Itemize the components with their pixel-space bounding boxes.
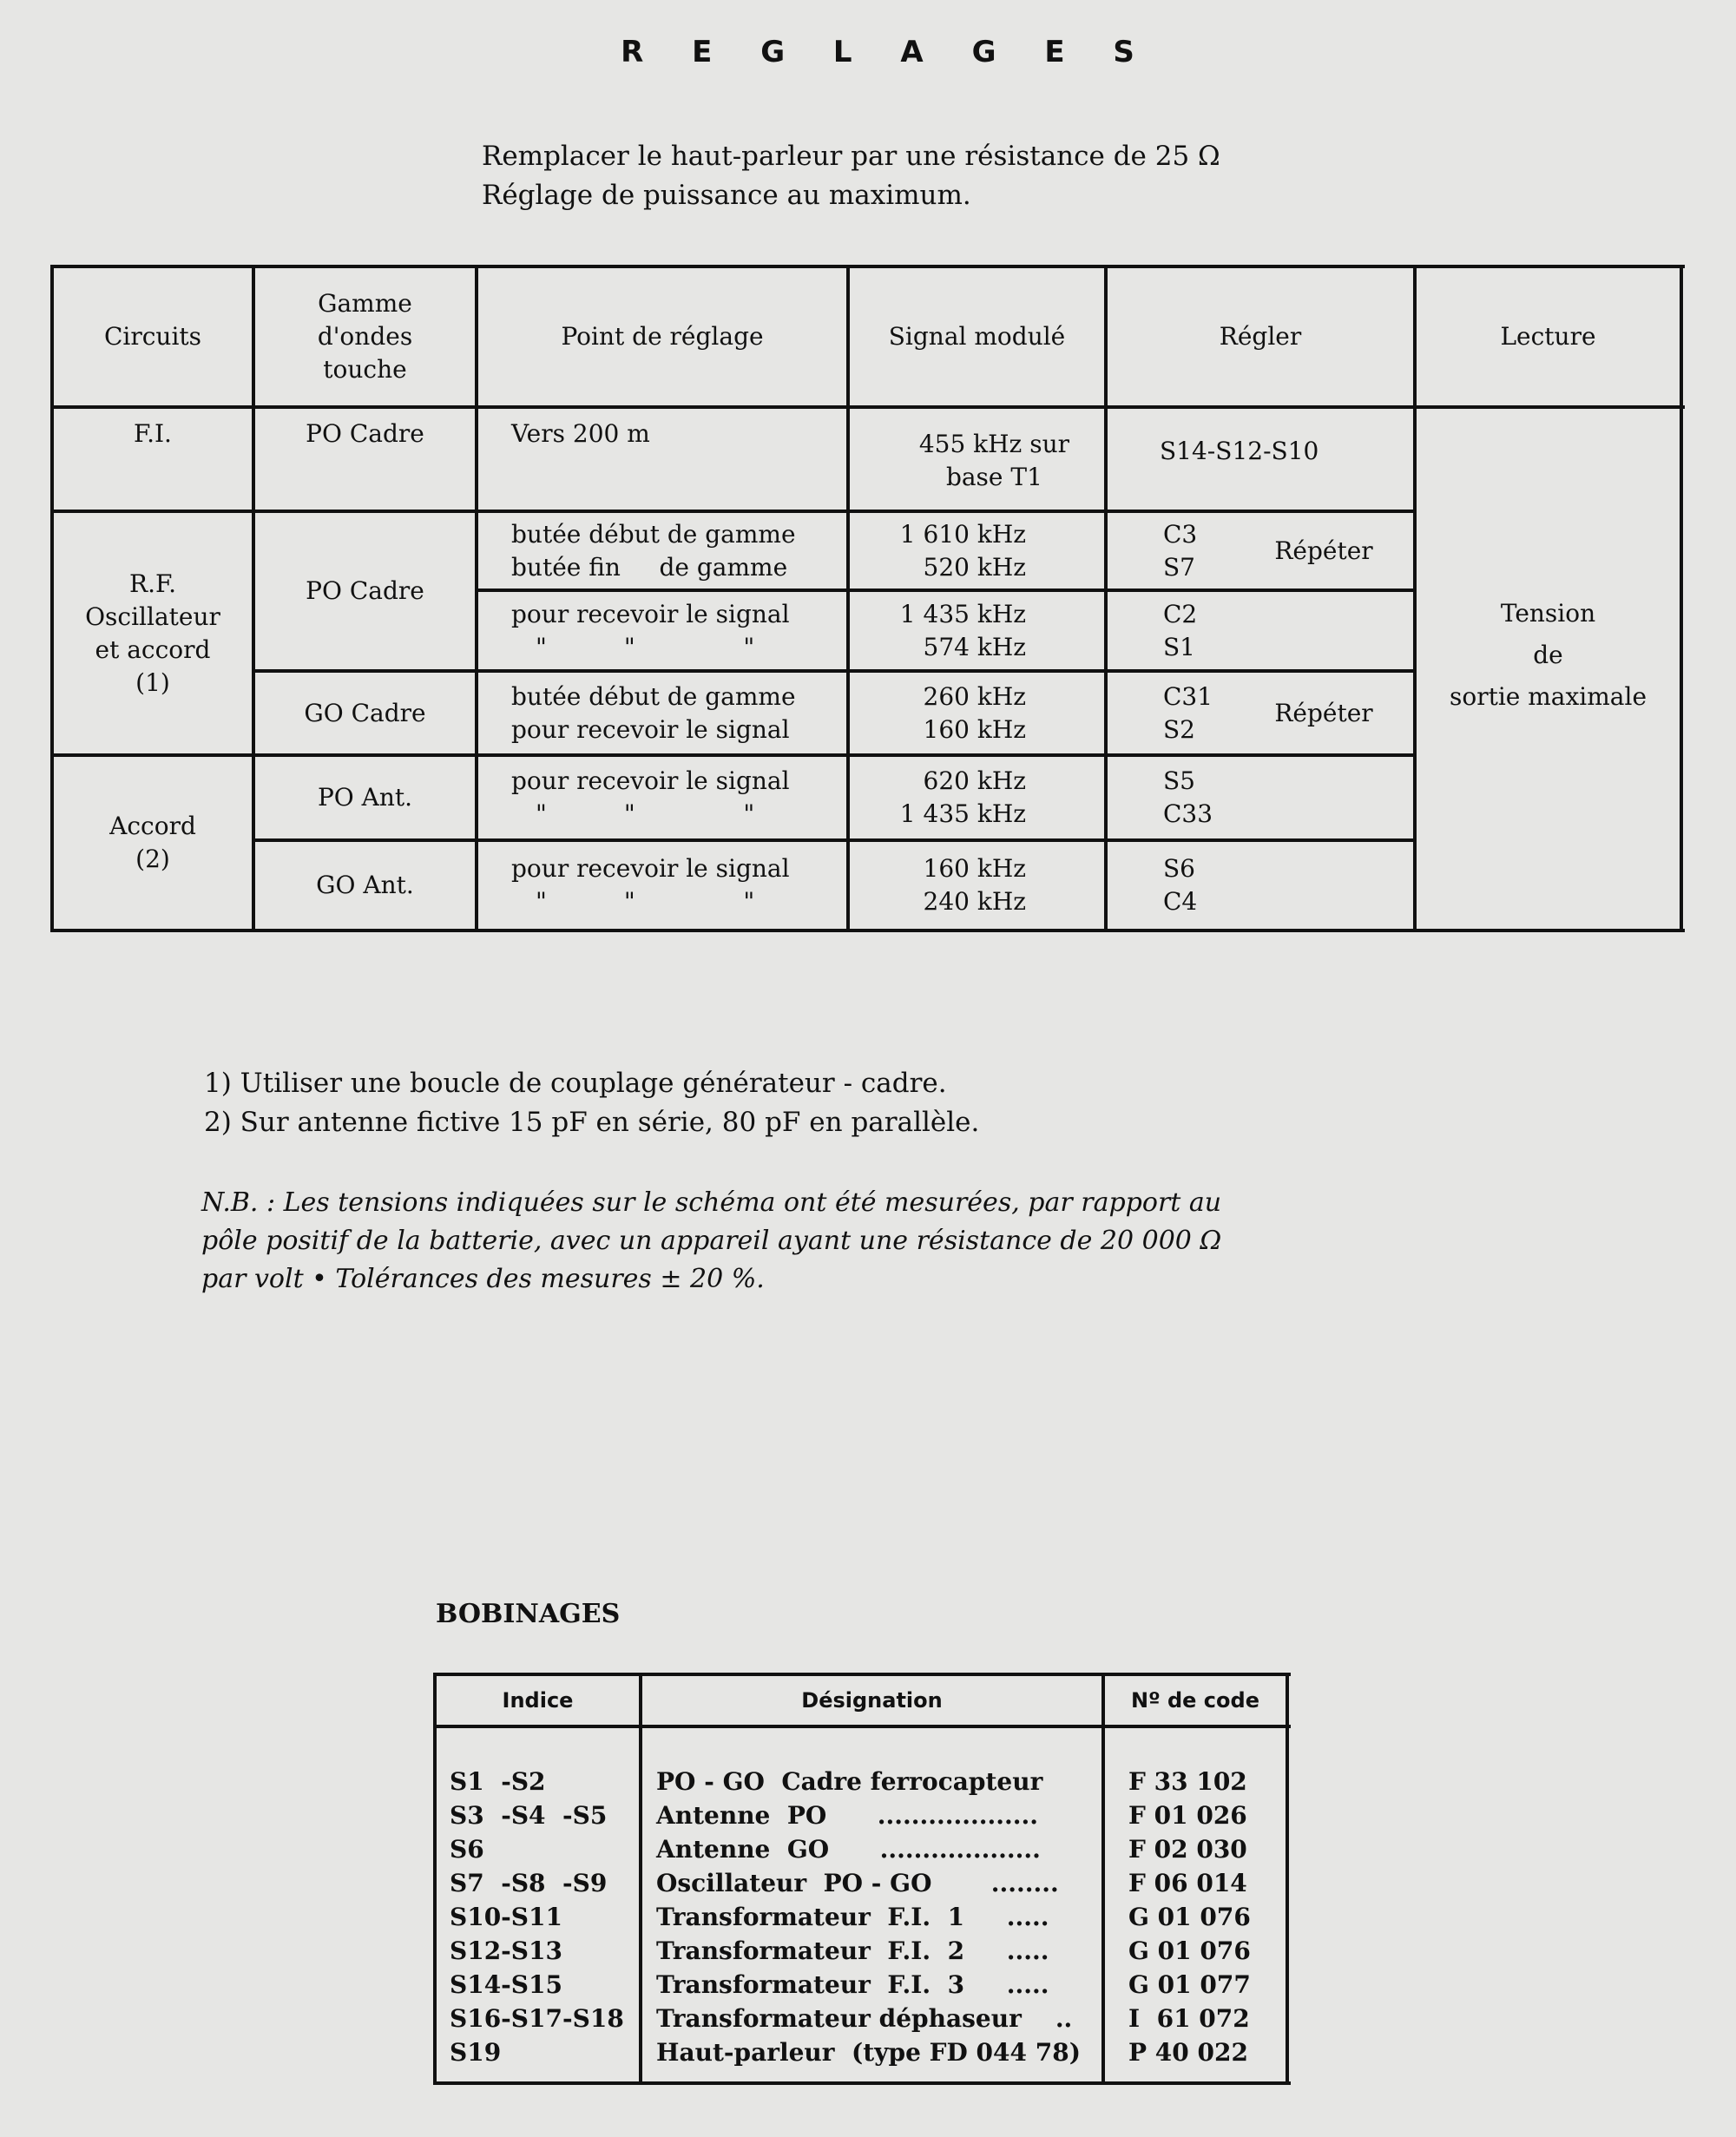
intro-line-1: Remplacer le haut-parleur par une résistance de 25 Ω: [482, 141, 1220, 172]
circuit-accord-line: (2): [135, 845, 170, 873]
header-code: Nº de code: [1131, 1688, 1259, 1713]
nb-line-1: N.B. : Les tensions indiquées sur le schéma ont été mesurées, par rapport au: [201, 1187, 1222, 1218]
code-column: [1128, 1765, 1280, 2069]
designation-cell: Transformateur F.I. 3 .....: [656, 1970, 1049, 1999]
circuit-rf-line: Oscillateur: [85, 602, 220, 631]
regler-line: C3: [1163, 519, 1198, 549]
signal-line: 620 kHz: [923, 766, 1026, 795]
lecture-line: de: [1533, 641, 1563, 669]
table-border-bottom: [50, 929, 1685, 932]
circuit-rf-line: et accord: [95, 635, 211, 664]
regler-line: C2: [1163, 599, 1198, 628]
header-designation: Désignation: [801, 1688, 943, 1713]
point-po-ant: [478, 757, 846, 838]
indice-cell: S7 -S8 -S9: [450, 1869, 608, 1897]
gamme-fi: PO Cadre: [306, 419, 424, 448]
table-border-right: [1680, 265, 1683, 932]
intro-line-2: Réglage de puissance au maximum.: [482, 180, 971, 211]
point-line: butée fin de gamme: [511, 552, 788, 582]
code-cell: F 06 014: [1128, 1869, 1247, 1897]
indice-cell: S3 -S4 -S5: [450, 1801, 608, 1830]
designation-cell: PO - GO Cadre ferrocapteur: [656, 1767, 1043, 1796]
regler-po-cadre-signal: [1108, 592, 1281, 669]
indice-cell: S1 -S2: [450, 1767, 546, 1796]
bobinages-title: BOBINAGES: [436, 1599, 621, 1629]
indice-cell: S6: [450, 1835, 484, 1864]
repeter-note: Répéter: [1274, 536, 1373, 565]
indice-cell: S19: [450, 2038, 502, 2067]
circuit-rf: [54, 513, 252, 753]
regler-line: C31: [1163, 681, 1213, 711]
point-line: " " ": [536, 632, 755, 661]
header-gamme-line: touche: [323, 355, 407, 384]
gamme-po-cadre: PO Cadre: [306, 576, 424, 605]
designation-column: [656, 1765, 1099, 2069]
regler-go-ant: [1108, 842, 1281, 929]
regler-line: C4: [1163, 887, 1198, 916]
header-lecture: Lecture: [1500, 322, 1596, 351]
designation-cell: Transformateur déphaseur ..: [656, 2004, 1073, 2033]
header-signal: Signal modulé: [888, 322, 1066, 351]
point-line: pour recevoir le signal: [511, 599, 790, 628]
table-border-left: [433, 1673, 437, 2085]
regler-line: C33: [1163, 799, 1213, 828]
gamme-po-ant: PO Ant.: [317, 783, 413, 812]
signal-po-ant: [850, 757, 1104, 838]
regler-line: S6: [1163, 854, 1195, 883]
point-fi: Vers 200 m: [511, 419, 650, 448]
header-indice: Indice: [502, 1688, 574, 1713]
code-cell: F 02 030: [1128, 1835, 1247, 1864]
signal-line: 160 kHz: [923, 854, 1026, 883]
code-cell: G 01 076: [1128, 1936, 1251, 1965]
header-gamme: [255, 268, 475, 405]
circuit-fi: F.I.: [134, 419, 172, 448]
regler-fi: S14-S12-S10: [1160, 437, 1319, 465]
circuit-rf-line: R.F.: [129, 569, 176, 598]
nb-line-2: pôle positif de la batterie, avec un appareil ayant une résistance de 20 000 Ω: [201, 1226, 1222, 1256]
table-border-bottom: [433, 2081, 1291, 2085]
designation-cell: Haut-parleur (type FD 044 78): [656, 2038, 1081, 2067]
gamme-go-cadre: GO Cadre: [304, 698, 426, 727]
indice-cell: S12-S13: [450, 1936, 562, 1965]
code-cell: G 01 076: [1128, 1903, 1251, 1931]
signal-line: 520 kHz: [923, 552, 1026, 582]
header-point: Point de réglage: [561, 322, 764, 351]
point-line: pour recevoir le signal: [511, 766, 790, 795]
point-line: " " ": [536, 887, 755, 916]
code-cell: F 33 102: [1128, 1767, 1247, 1796]
regler-line: S5: [1163, 766, 1195, 795]
indice-cell: S14-S15: [450, 1970, 562, 1999]
point-line: " " ": [536, 799, 755, 828]
signal-line: base T1: [945, 463, 1042, 491]
point-go-ant: [478, 842, 846, 929]
lecture-line: Tension: [1500, 599, 1596, 628]
signal-line: 240 kHz: [923, 887, 1026, 916]
signal-line: 260 kHz: [923, 681, 1026, 711]
nb-line-3: par volt • Tolérances des mesures ± 20 %.: [201, 1264, 765, 1294]
page-title: R E G L A G E S: [621, 35, 1154, 69]
designation-cell: Antenne GO ...................: [656, 1835, 1041, 1864]
col-divider: [639, 1673, 642, 2085]
lecture-value: [1417, 538, 1680, 773]
point-line: pour recevoir le signal: [511, 714, 790, 744]
regler-line: S2: [1163, 714, 1195, 744]
signal-line: 1 435 kHz: [899, 799, 1026, 828]
signal-line: 455 kHz sur: [918, 430, 1069, 458]
point-line: butée début de gamme: [511, 519, 796, 549]
regler-line: S7: [1163, 552, 1195, 582]
designation-cell: Transformateur F.I. 2 .....: [656, 1936, 1049, 1965]
header-gamme-line: Gamme: [318, 289, 412, 318]
signal-po-cadre-butee: [850, 513, 1104, 588]
designation-cell: Transformateur F.I. 1 .....: [656, 1903, 1049, 1931]
circuit-accord: [54, 757, 252, 929]
signal-line: 160 kHz: [923, 714, 1026, 744]
regler-po-ant: [1108, 757, 1281, 838]
designation-cell: Antenne PO ...................: [656, 1801, 1039, 1830]
repeter-note: Répéter: [1274, 698, 1373, 727]
point-po-cadre-butee: [478, 513, 846, 588]
col-divider: [1101, 1673, 1105, 2085]
signal-go-ant: [850, 842, 1104, 929]
lecture-line: sortie maximale: [1449, 682, 1647, 711]
note-1: 1) Utiliser une boucle de couplage générateur - cadre.: [204, 1068, 947, 1099]
indice-cell: S16-S17-S18: [450, 2004, 624, 2033]
signal-line: 574 kHz: [923, 632, 1026, 661]
gamme-go-ant: GO Ant.: [316, 871, 414, 899]
circuit-rf-line: (1): [135, 667, 170, 697]
indice-cell: S10-S11: [450, 1903, 562, 1931]
indice-column: [450, 1765, 636, 2069]
circuit-accord-line: Accord: [109, 812, 196, 840]
signal-fi: [850, 418, 1104, 504]
signal-go-cadre: [850, 673, 1104, 753]
header-gamme-line: d'ondes: [317, 322, 413, 351]
note-2: 2) Sur antenne fictive 15 pF en série, 80 pF en parallèle.: [204, 1107, 980, 1138]
signal-po-cadre-signal: [850, 592, 1104, 669]
point-line: pour recevoir le signal: [511, 854, 790, 883]
regler-line: S1: [1163, 632, 1195, 661]
point-po-cadre-signal: [478, 592, 846, 669]
designation-cell: Oscillateur PO - GO ........: [656, 1869, 1059, 1897]
code-cell: P 40 022: [1128, 2038, 1248, 2067]
point-go-cadre: [478, 673, 846, 753]
point-line: butée début de gamme: [511, 681, 796, 711]
signal-line: 1 610 kHz: [899, 519, 1026, 549]
header-divider: [433, 1725, 1291, 1728]
header-circuits: Circuits: [103, 322, 202, 351]
code-cell: G 01 077: [1128, 1970, 1251, 1999]
header-regler: Régler: [1219, 322, 1302, 351]
code-cell: F 01 026: [1128, 1801, 1247, 1830]
table-border-right: [1286, 1673, 1289, 2085]
signal-line: 1 435 kHz: [899, 599, 1026, 628]
code-cell: I 61 072: [1128, 2004, 1250, 2033]
